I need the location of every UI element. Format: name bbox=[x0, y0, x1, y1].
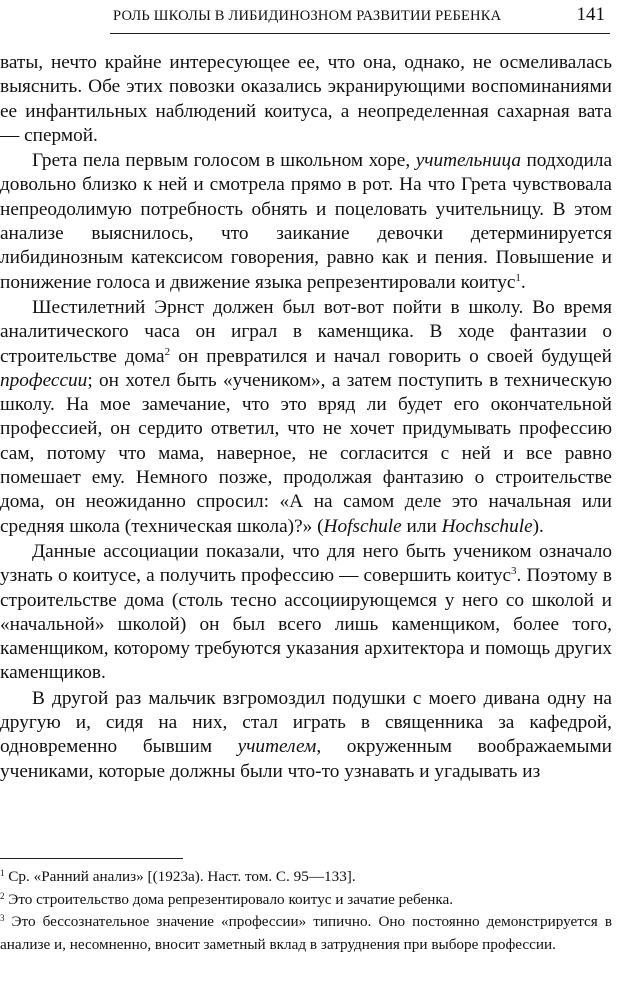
footnote-rule bbox=[0, 858, 183, 859]
footnotes bbox=[0, 866, 612, 956]
running-header bbox=[0, 0, 620, 44]
footnote-ref[interactable]: 2 bbox=[164, 345, 171, 358]
paragraph-4 bbox=[0, 540, 612, 686]
footnote-mark: 1 bbox=[0, 868, 5, 878]
paragraph-3 bbox=[0, 296, 612, 539]
page-number: 141 bbox=[576, 4, 605, 25]
footnote-2 bbox=[0, 889, 612, 912]
text-run: ). bbox=[532, 515, 544, 537]
italic-run: учительница bbox=[415, 150, 521, 172]
paragraph-1 bbox=[0, 51, 612, 148]
text-run: подходила довольно близко к ней и смотрела прямо в рот. На что Грета чувствовала непреодолимую потребность обнять и поцеловать учительницу. В этом анализе выяснилось, что заикание девочки детерминируется либидинозным катексисом говорения, равно как и пения. Повышение и понижение голоса и движение языка репрезентировали коитус bbox=[0, 150, 612, 293]
text-run: . bbox=[520, 271, 526, 293]
header-rule bbox=[110, 33, 610, 34]
footnote-text: Ср. «Ранний анализ» [(1923a). Наст. том. С. 95—133]. bbox=[4, 868, 356, 885]
footnote-3 bbox=[0, 911, 612, 956]
text-run: ; он хотел быть «учеником», а затем поступить в техническую школу. На мое замечание, что это вряд ли будет его окончательной профессией, он сердито ответил, что не хочет придумывать профессию сам, потому что мама, наверное, не согласится с ней и все равно помешает ему. Немного позже, продолжая фантазию о строительстве дома, он неожиданно спросил: «А на самом деле это начальная или средняя школа (техническая школа)?» ( bbox=[0, 369, 612, 537]
footnote-1 bbox=[0, 866, 612, 889]
text-run: Шестилетний Эрнст должен был вот-вот пойти в школу. Во время аналитического часа он играл в каменщика. В ходе фантазии о строительстве дома bbox=[0, 296, 612, 367]
text-run: Грета пела первым голосом в школьном хоре, bbox=[32, 150, 416, 172]
main-text bbox=[0, 51, 612, 784]
text-run: , окруженным воображаемыми учениками, которые должны были что-то узнавать и угадывать из bbox=[0, 736, 612, 782]
running-title: РОЛЬ ШКОЛЫ В ЛИБИДИНОЗНОМ РАЗВИТИИ РЕБЕНКА bbox=[113, 8, 502, 24]
footnote-text: Это бессознательное значение «профессии» типично. Оно постоянно демонстрируется в анализе и, несомненно, вносит заметный вклад в затруднения при выборе профессии. bbox=[0, 913, 612, 953]
italic-run: Hofschule bbox=[323, 515, 402, 537]
italic-run: Hochschule bbox=[441, 515, 533, 537]
italic-run: учителем bbox=[237, 736, 317, 758]
footnote-mark: 2 bbox=[0, 890, 5, 901]
paragraph-2 bbox=[0, 149, 612, 295]
text-run: . Поэтому в строительстве дома (столь тесно ассоциирующемся у него со школой и «начальной» школой) он был всего лишь каменщиком, более того, каменщиком, которому требуются указания архитектора и помощь других каменщиков. bbox=[0, 565, 612, 684]
footnote-ref[interactable]: 1 bbox=[515, 271, 521, 284]
footnote-mark: 3 bbox=[0, 913, 5, 924]
footnote-text: Это строительство дома репрезентировало коитус и зачатие ребенка. bbox=[4, 890, 454, 908]
footnote-ref[interactable]: 3 bbox=[511, 565, 517, 578]
text-run: или bbox=[401, 515, 442, 537]
paragraph-5 bbox=[0, 687, 612, 784]
paragraph-1-text: ваты, нечто крайне интересующее ее, что она, однако, не осмеливалась выяснить. Обе этих повозки оказались экранирующими воспоминаниями ее инфантильных наблюдений коитуса, а неопределенная сахарная вата — спермой. bbox=[0, 52, 612, 146]
italic-run: профессии bbox=[0, 369, 88, 391]
text-run: В другой раз мальчик взгромоздил подушки с моего дивана одну на другую и, сидя на них, стал играть в священника за кафедрой, одновременно бывшим bbox=[0, 687, 612, 758]
text-run: он превратился и начал говорить о своей будущей bbox=[170, 345, 612, 367]
text-run: Данные ассоциации показали, что для него быть учеником означало узнать о коитусе, а получить профессию — совершить коитус bbox=[0, 540, 612, 587]
